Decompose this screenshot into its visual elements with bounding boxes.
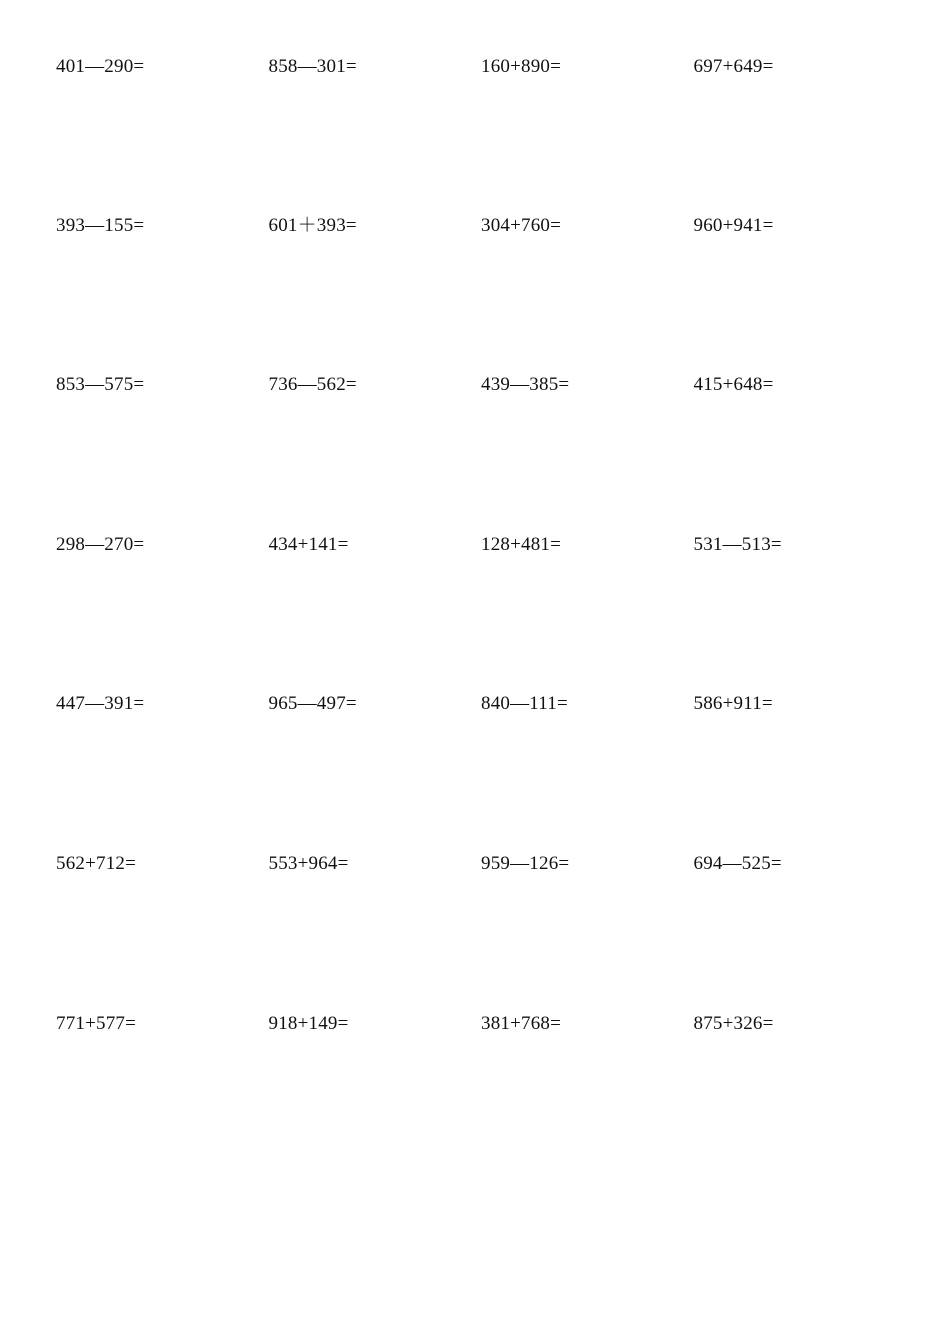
problem: 858—301= (268, 56, 357, 77)
problem: 447—391= (56, 693, 145, 714)
problem: 160+890= (481, 56, 562, 77)
problem-row-7 (56, 1013, 916, 1043)
problem: 960+941= (693, 215, 774, 236)
problem: 401—290= (56, 56, 145, 77)
problem: 393—155= (56, 215, 145, 236)
problem-row-4 (56, 534, 916, 564)
problem: 736—562= (268, 374, 357, 395)
problem: 959—126= (481, 853, 570, 874)
problem-row-1 (56, 56, 916, 86)
problem: 128+481= (481, 534, 562, 555)
problem-row-6 (56, 853, 916, 883)
problem: 381+768= (481, 1013, 562, 1034)
problem-row-2 (56, 215, 916, 245)
problem: 298—270= (56, 534, 145, 555)
problem: 853—575= (56, 374, 145, 395)
problem: 771+577= (56, 1013, 137, 1034)
problem: 918+149= (268, 1013, 349, 1034)
problem: 697+649= (693, 56, 774, 77)
problem-row-5 (56, 693, 916, 723)
problem-row-3 (56, 374, 916, 404)
problem: 694—525= (693, 853, 782, 874)
problem: 553+964= (268, 853, 349, 874)
problem: 434+141= (268, 534, 349, 555)
problem: 601＋393= (268, 215, 357, 236)
problem: 840—111= (481, 693, 568, 714)
problem: 415+648= (693, 374, 774, 395)
problem: 439—385= (481, 374, 570, 395)
problem: 965—497= (268, 693, 357, 714)
problem: 531—513= (693, 534, 782, 555)
problem: 562+712= (56, 853, 137, 874)
problem: 304+760= (481, 215, 562, 236)
problem: 586+911= (693, 693, 773, 714)
problem: 875+326= (693, 1013, 774, 1034)
